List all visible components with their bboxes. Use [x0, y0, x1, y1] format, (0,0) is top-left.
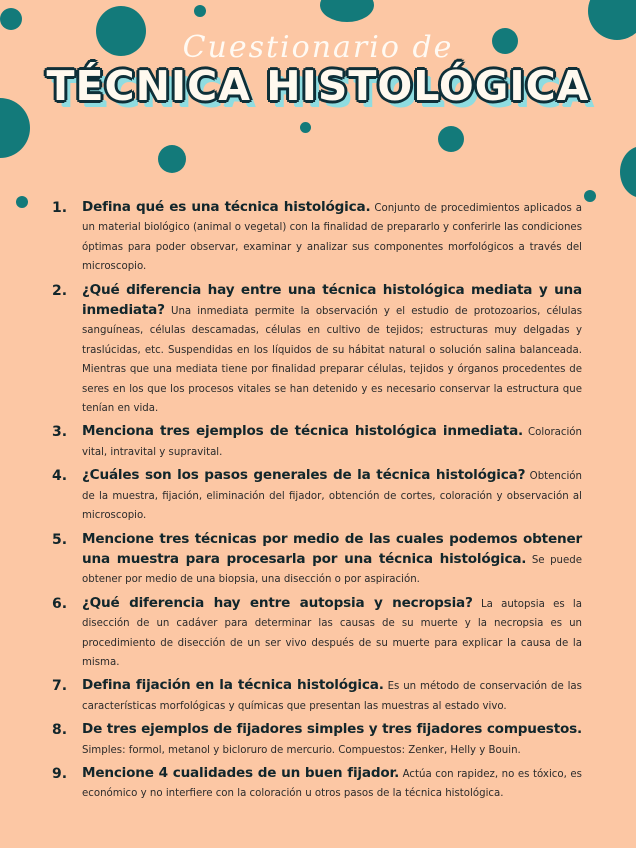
decorative-dot	[158, 145, 186, 173]
question-text: Defina qué es una técnica histológica.	[82, 199, 371, 215]
answer-text: Actúa con rapidez, no es tóxico, es económico y no interfiere con la coloración u otros pasos de la técnica histológica.	[82, 768, 582, 800]
question-body	[82, 676, 582, 716]
question-number: 1.	[52, 200, 68, 216]
question-body	[82, 530, 582, 590]
question-body	[82, 764, 582, 804]
question-number: 8.	[52, 722, 68, 739]
decorative-dot	[16, 196, 28, 208]
question-text: ¿Qué diferencia hay entre una técnica histológica mediata y una inmediata?	[82, 281, 582, 319]
answer-text: Es un método de conservación de las características morfológicas y químicas que presentan las muestras al estado vivo.	[82, 681, 582, 712]
question-text: Defina fijación en la técnica histológica.	[82, 677, 384, 694]
question-item	[52, 764, 582, 804]
question-item	[52, 281, 582, 419]
question-text: Menciona tres ejemplos de técnica histológica inmediata.	[82, 423, 524, 440]
question-body	[82, 198, 582, 277]
decorative-dot	[300, 122, 311, 133]
question-item	[52, 466, 582, 525]
question-item	[52, 720, 582, 760]
answer-text: La autopsia es la disección de un cadáver para determinar las causas de su muerte y la necropsia es un procedimiento de disección de un ser vivo después de su muerte para explicar la causa de la misma.	[82, 598, 582, 668]
answer-text: Conjunto de procedimientos aplicados a un material biológico (animal o vegetal) con la finalidad de prepararlo y conferirle las condiciones óptimas para poder observar, examinar y analizar sus componentes morfológicos a través del microscopio.	[82, 203, 582, 273]
decorative-dot	[438, 126, 464, 152]
header	[0, 28, 636, 110]
page-title: TÉCNICA HISTOLÓGICA	[46, 62, 590, 110]
decorative-dot	[620, 146, 636, 198]
page-subtitle: Cuestionario de	[182, 30, 454, 65]
question-body	[82, 281, 582, 419]
question-number: 5.	[52, 531, 68, 548]
question-body	[82, 720, 582, 760]
decorative-dot	[584, 190, 596, 202]
question-body	[82, 594, 582, 673]
answer-text: Simples: formol, metanol y bicloruro de mercurio. Compuestos: Zenker, Helly y Bouin.	[82, 744, 521, 756]
question-item	[52, 676, 582, 716]
question-text: Mencione tres técnicas por medio de las cuales podemos obtener una muestra para procesarla por una técnica histológica.	[82, 530, 582, 567]
question-text: ¿Cuáles son los pasos generales de la técnica histológica?	[82, 467, 526, 484]
question-text: Mencione 4 cualidades de un buen fijador.	[82, 764, 400, 781]
answer-text: Coloración vital, intravital y supravital.	[82, 427, 582, 458]
question-item	[52, 422, 582, 462]
answer-text: Se puede obtener por medio de una biopsia, una disección o por aspiración.	[82, 554, 582, 586]
question-number: 6.	[52, 595, 68, 612]
question-number: 3.	[52, 424, 68, 441]
question-item	[52, 198, 582, 277]
question-text: ¿Qué diferencia hay entre autopsia y necropsia?	[82, 594, 473, 611]
question-text: De tres ejemplos de fijadores simples y tres fijadores compuestos.	[82, 721, 582, 738]
question-body	[82, 422, 582, 462]
question-number: 7.	[52, 678, 68, 695]
decorative-dot	[320, 0, 374, 22]
answer-text: Una inmediata permite la observación y el estudio de protozoarios, células sanguíneas, células descamadas, células en cultivo de tejidos; estructuras muy delgadas y traslúcidas, etc. Suspendidas en los líquidos de su hábitat natural o solución salina balanceada. Mientras que una mediata tiene por finalidad preparar células, tejidos y órganos procedentes de seres en los que los procesos vitales se han detenido y es necesario conservar la estructura que tenían en vida.	[82, 306, 582, 415]
question-list	[52, 198, 582, 808]
question-item	[52, 594, 582, 673]
decorative-dot	[194, 5, 206, 17]
decorative-dot	[0, 8, 22, 30]
question-number: 4.	[52, 468, 68, 485]
answer-text: Obtención de la muestra, fijación, eliminación del fijador, obtención de cortes, coloración y observación al microscopio.	[82, 471, 582, 522]
question-item	[52, 530, 582, 590]
question-number: 2.	[52, 282, 68, 299]
question-number: 9.	[52, 765, 68, 782]
question-body	[82, 466, 582, 525]
